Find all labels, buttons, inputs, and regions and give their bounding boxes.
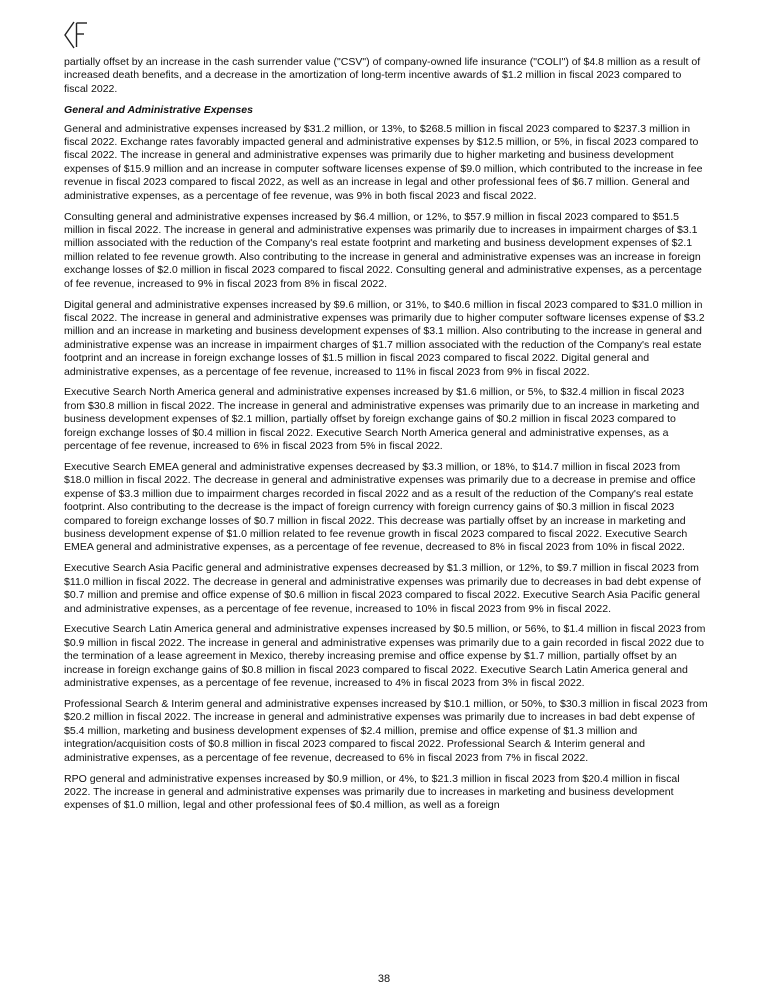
paragraph-latin-america-ga: Executive Search Latin America general and administrative expenses increased by $0.5 million, or 56%, to $1.4 million in fiscal 2023 from $0.9 million in fiscal 2022. The increase in general and administrative expenses was primarily due to a gain recorded in fiscal 2022 due to the termination of a lease agreement in Mexico, thereby increasing premise and office expense by $1.7 million, partially offset by an increase in foreign exchange gains of $0.8 million in fiscal 2023 compared to fiscal 2022. Executive Search Latin America general and administrative expenses, as a percentage of fee revenue, increased to 4% in fiscal 2023 from 3% in fiscal 2022. [64, 623, 706, 690]
paragraph-continuation: partially offset by an increase in the cash surrender value ("CSV") of company-owned life insurance ("COLI") of $4.8 million as a result of increased death benefits, and a decrease in the amortization of long-term incentive awards of $1.2 million in fiscal 2023 compared to fiscal 2022. [64, 56, 701, 95]
paragraph-emea-ga: Executive Search EMEA general and administrative expenses decreased by $3.3 million, or 18%, to $14.7 million in fiscal 2023 from $18.0 million in fiscal 2022. The decrease in general and administrative expenses was primarily due to a decrease in premise and office expense of $3.3 million due to impairment charges recorded in fiscal 2022 and as a result of the reduction of the Company's real estate footprint. Also contributing to the decrease is the impact of foreign currency with foreign currency gains of $0.3 million in fiscal 2023 compared to foreign exchange losses of $0.7 million in fiscal 2022. This decrease was partially offset by an increase in marketing and business development expense of $1.0 million related to fee revenue growth in fiscal 2023 compared to fiscal 2022. Executive Search EMEA general and administrative expenses, as a percentage of fee revenue, decreased to 8% in fiscal 2023 from 10% in fiscal 2022. [64, 460, 696, 554]
paragraph-north-america-ga: Executive Search North America general and administrative expenses increased by $1.6 million, or 5%, to $32.4 million in fiscal 2023 from $30.8 million in fiscal 2022. The increase in general and administrative expenses was primarily due to an increase in marketing and business development expenses of $2.1 million, partially offset by foreign exchange gains of $0.2 million in fiscal 2023 compared to foreign exchange losses of $0.4 million in fiscal 2022. Executive Search North America general and administrative expenses, as a percentage of fee revenue, increased to 6% in fiscal 2023 from 5% in fiscal 2022. [64, 386, 700, 453]
paragraph-asia-pacific-ga: Executive Search Asia Pacific general and administrative expenses decreased by $1.3 million, or 12%, to $9.7 million in fiscal 2023 from $11.0 million in fiscal 2022. The decrease in general and administrative expenses was primarily due to decreases in bad debt expense of $0.7 million and premise and office expense of $0.6 million in fiscal 2023 compared to fiscal 2022. Executive Search Asia Pacific general and administrative expenses, as a percentage of fee revenue, increased to 10% in fiscal 2023 from 9% in fiscal 2022. [64, 562, 701, 615]
kf-monogram-icon [62, 20, 98, 50]
section-heading: General and Administrative Expenses [64, 103, 253, 116]
page-number: 38 [377, 973, 391, 985]
paragraph-professional-search-ga: Professional Search & Interim general and administrative expenses increased by $10.1 million, or 50%, to $30.3 million in fiscal 2023 from $20.2 million in fiscal 2022. The increase in general and administrative expenses was primarily due to increases in bad debt expense of $5.4 million, marketing and business development expenses of $2.4 million, premise and office expense of $1.3 million and integration/acquisition costs of $0.8 million in fiscal 2023 compared to fiscal 2022. Professional Search & Interim general and administrative expenses, as a percentage of fee revenue, decreased to 6% in fiscal 2023 from 7% in fiscal 2022. [64, 697, 708, 764]
paragraph-consulting-ga: Consulting general and administrative expenses increased by $6.4 million, or 12%, to $57.9 million in fiscal 2023 compared to $51.5 million in fiscal 2022. The increase in general and administrative expenses was primarily due to increases in impairment charges of $3.1 million associated with the reduction of the Company's real estate footprint and marketing and business development expenses of $2.1 million related to fee revenue growth. Also contributing to the increase in general and administrative expenses was an increase in foreign exchange losses of $2.0 million in fiscal 2023 compared to fiscal 2022. Consulting general and administrative expenses, as a percentage of fee revenue, increased to 9% in fiscal 2023 from 8% in fiscal 2022. [64, 210, 702, 290]
report-body [64, 56, 708, 820]
paragraph-rpo-ga: RPO general and administrative expenses increased by $0.9 million, or 4%, to $21.3 million in fiscal 2023 from $20.4 million in fiscal 2022. The increase in general and administrative expenses was primarily due to increases in marketing and business development expenses of $1.0 million, legal and other professional fees of $0.4 million, as well as a foreign [64, 772, 680, 812]
paragraph-total-ga: General and administrative expenses increased by $31.2 million, or 13%, to $268.5 million in fiscal 2023 compared to $237.3 million in fiscal 2022. Exchange rates favorably impacted general and administrative expenses by $12.5 million, or 5%, in fiscal 2023 compared to fiscal 2022. The increase in general and administrative expenses was primarily due to higher marketing and business development expenses of $15.9 million and an increase in computer software licenses expense of $9.0 million, which contributed to the increase in fee revenue in fiscal 2023 compared to fiscal 2022, as well as an increase in legal and other professional fees of $6.7 million. General and administrative expenses, as a percentage of fee revenue, was 9% in both fiscal 2023 and fiscal 2022. [64, 122, 703, 202]
paragraph-digital-ga: Digital general and administrative expenses increased by $9.6 million, or 31%, to $40.6 million in fiscal 2023 compared to $31.0 million in fiscal 2022. The increase in general and administrative expenses was primarily due to higher computer software licenses expense of $3.2 million and an increase in marketing and business development expenses of $3.1 million. Also contributing to the increase in general and administrative expense was an increase in impairment charges of $1.7 million associated with the reduction of the Company's real estate footprint and an increase in foreign exchange losses of $1.5 million in fiscal 2023 compared to fiscal 2022. Digital general and administrative expenses, as a percentage of fee revenue, increased to 11% in fiscal 2023 from 9% in fiscal 2022. [64, 298, 705, 378]
